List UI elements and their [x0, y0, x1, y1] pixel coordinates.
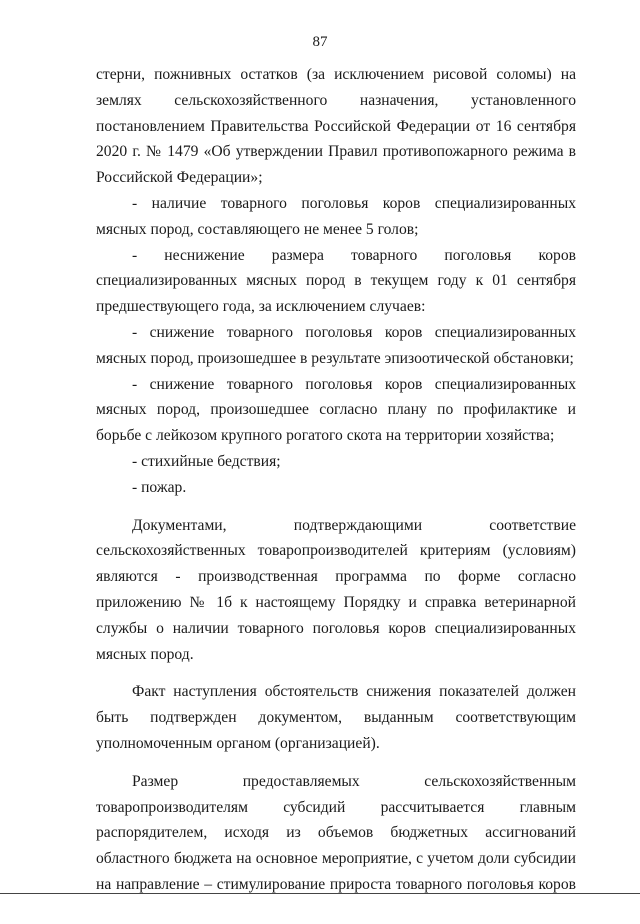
paragraph-continuation: стерни, пожнивных остатков (за исключением рисовой соломы) на землях сельскохозяйственного назначения, установленного постановлением Правительства Российской Федерации от 16 сентября 2020 г. № 1479 «Об утверждении Правил противопожарного режима в Российской Федерации»;: [96, 66, 576, 187]
paragraph-list-item-2: - неснижение размера товарного поголовья коров специализированных мясных пород в текущем году к 01 сентября предшествующего года, за исключением случаев:: [96, 246, 576, 316]
paragraph-list-item-1: - наличие товарного поголовья коров специализированных мясных пород, составляющего не менее 5 голов;: [96, 194, 576, 238]
paragraph-fact: Факт наступления обстоятельств снижения показателей должен быть подтвержден документом, выданным соответствующим уполномоченным органом (организацией).: [96, 683, 576, 752]
paragraph-list-item-4: - снижение товарного поголовья коров специализированных мясных пород, произошедшее согласно плану по профилактике и борьбе с лейкозом крупного рогатого скота на территории хозяйства;: [96, 375, 576, 445]
paragraph-list-item-6: - пожар.: [132, 478, 187, 496]
paragraph-subsidy-size: Размер предоставляемых сельскохозяйственным товаропроизводителям субсидий рассчитывается главным распорядителем, исходя из объемов бюджетных ассигнований областного бюджета на основное мероприятие, с учетом доли субсидии на направление – стимулирование прироста товарного поголовья коров: [96, 772, 576, 893]
page-number: 87: [312, 34, 328, 50]
paragraph-list-item-3: - снижение товарного поголовья коров специализированных мясных пород, произошедшее в результате эпизоотической обстановки;: [96, 323, 576, 367]
document-body: [96, 62, 576, 924]
bottom-rule: [0, 893, 640, 894]
paragraph-list-item-5: - стихийные бедствия;: [132, 452, 281, 470]
paragraph-documents: Документами, подтверждающими соответствие сельскохозяйственных товаропроизводителей критериям (условиям) являются - производственная программа по форме согласно приложению № 1б к настоящему Порядку и справка ветеринарной службы о наличии товарного поголовья коров специализированных мясных пород.: [96, 516, 576, 663]
